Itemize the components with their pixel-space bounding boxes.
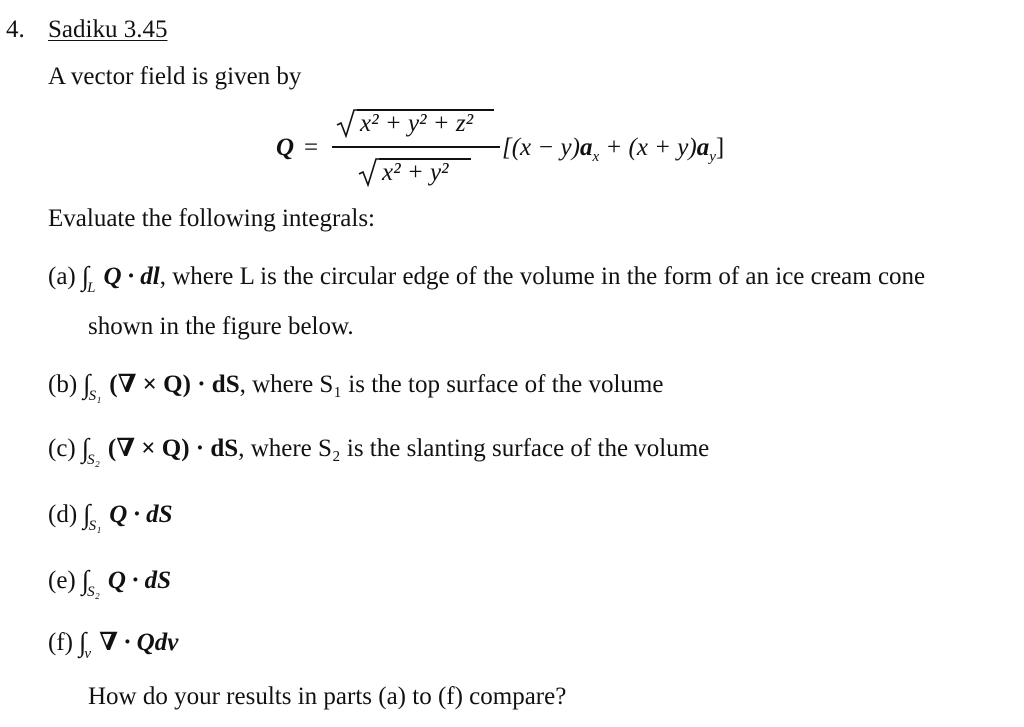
integrand: (∇ × Q) · dS [107,435,239,462]
rhs-plus: + (x + y) [599,134,697,161]
integral-sign: ∫ [83,369,91,399]
integrand: Q · dS [109,501,173,528]
part-text: , where L is the circular edge of the volume in the form of an ice cream cone [159,263,926,290]
part-d [48,499,173,534]
integral-subscript: L [87,280,96,296]
part-a [48,261,926,296]
integral-sign: ∫ [78,627,87,657]
part-text: , where S₂ is the slanting surface of the volume [238,435,710,462]
integral-subscript: S₂ [87,452,100,468]
integral-sign: ∫ [83,499,91,529]
numerator-radicand: x² + y² + z² [360,110,474,137]
part-label: (b) [48,371,78,398]
integral-subscript: S₁ [88,518,102,534]
part-label: (f) [48,629,73,656]
part-c [48,433,710,468]
formula-equals: = [304,134,319,161]
unit-vector-ay: a [696,134,710,161]
instruction-text: Evaluate the following integrals: [48,205,375,232]
denominator-radicand: x² + y² [382,159,449,186]
sqrt-icon [336,108,358,138]
formula-lhs: Q [276,134,295,161]
integrand: Q · dS [107,567,172,594]
part-b [48,369,664,404]
integrand: ∇ · Qdv [99,629,179,656]
integral-sign: ∫ [81,433,90,463]
part-f [48,627,179,662]
part-label: (e) [48,567,76,594]
integral-subscript: S₂ [87,584,100,600]
part-e [48,565,172,600]
problem-intro: A vector field is given by [48,63,302,90]
fraction-bar [332,146,500,148]
integral-sign: ∫ [81,261,90,291]
integral-sign: ∫ [81,565,90,595]
rhs-open: [(x − y) [502,134,580,161]
integral-subscript: S₁ [88,388,102,404]
rhs-close: ] [715,134,725,161]
formula-rhs [502,134,725,165]
part-label: (a) [48,263,76,290]
closing-question: How do your results in parts (a) to (f) compare? [88,683,567,710]
unit-vector-ax-sub: x [592,149,600,165]
unit-vector-ay-sub: y [709,149,716,165]
sqrt-icon [358,157,380,187]
integral-subscript: v [84,646,92,662]
problem-title: Sadiku 3.45 [48,16,168,43]
part-text: , where S₁ is the top surface of the volume [239,371,664,398]
problem-number: 4. [6,16,25,43]
part-a-continuation: shown in the figure below. [88,313,354,340]
integrand: (∇ × Q) · dS [109,371,240,398]
part-label: (d) [48,501,78,528]
unit-vector-ax: a [579,134,593,161]
integrand: Q · dl [103,263,160,290]
part-label: (c) [48,435,76,462]
